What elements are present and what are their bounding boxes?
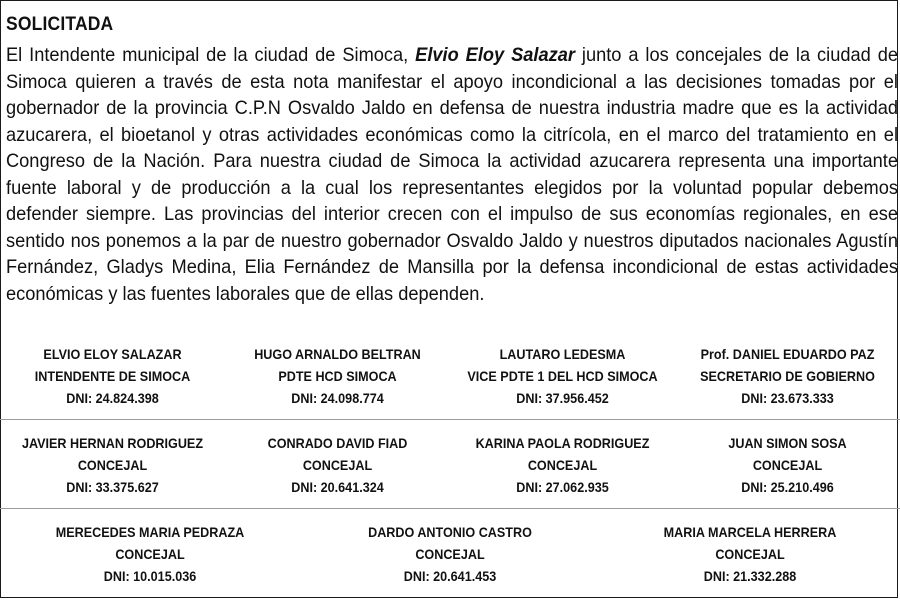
signatory-name: JUAN SIMON SOSA: [728, 435, 847, 451]
signature-block: [686, 343, 889, 409]
signature-block: [461, 432, 664, 498]
signatory-role: CONCEJAL: [302, 457, 373, 473]
signatory-role: CONCEJAL: [527, 457, 598, 473]
signatory-role: VICE PDTE 1 DEL HCD SIMOCA: [467, 368, 658, 384]
signature-block: [15, 521, 285, 587]
body-highlighted-name: Elvio Eloy Salazar: [415, 44, 575, 66]
signatory-dni: DNI: 21.332.288: [703, 568, 797, 584]
body-text-before: El Intendente municipal de la ciudad de Simoca,: [6, 44, 416, 66]
signatory-name: MARIA MARCELA HERRERA: [663, 524, 837, 540]
signatory-name: MERECEDES MARIA PEDRAZA: [55, 524, 245, 540]
signatures-row-3: [0, 521, 900, 587]
signatory-name: KARINA PAOLA RODRIGUEZ: [475, 435, 650, 451]
signatory-name: ELVIO ELOY SALAZAR: [43, 346, 182, 362]
signatory-dni: DNI: 24.098.774: [291, 390, 384, 406]
signatory-name: LAUTARO LEDESMA: [499, 346, 626, 362]
signatory-role: CONCEJAL: [715, 546, 785, 562]
signatory-dni: DNI: 37.956.452: [516, 390, 609, 406]
notice-title: SOLICITADA: [6, 14, 114, 35]
signature-block: [11, 432, 214, 498]
row-divider: [0, 419, 900, 420]
signatory-dni: DNI: 20.641.453: [403, 568, 497, 584]
notice-body: [6, 42, 898, 307]
signatory-name: Prof. DANIEL EDUARDO PAZ: [700, 346, 875, 362]
signatory-dni: DNI: 27.062.935: [516, 479, 609, 495]
signatory-dni: DNI: 10.015.036: [103, 568, 197, 584]
signatory-dni: DNI: 23.673.333: [741, 390, 834, 406]
signature-block: [236, 432, 439, 498]
signatory-name: DARDO ANTONIO CASTRO: [368, 524, 532, 540]
signature-block: [11, 343, 214, 409]
signature-block: [236, 343, 439, 409]
signatory-role: CONCEJAL: [752, 457, 823, 473]
row-divider: [0, 508, 900, 509]
signatory-role: PDTE HCD SIMOCA: [278, 368, 397, 384]
signatory-name: HUGO ARNALDO BELTRAN: [254, 346, 421, 362]
body-text-after: junto a los concejales de la ciudad de Simoca quieren a través de esta nota manifestar el apoyo incondicional a las decisiones tomadas por el gobernador de la provincia C.P.N Osvaldo Jaldo en defensa de nuestra industria madre que es la actividad azucarera, el bioetanol y otras actividades económicas como la citrícola, en el marco del tratamiento en el Congreso de la Nación. Para nuestra ciudad de Simoca la actividad azucarera representa una importante fuente laboral y de producción a la cual los representantes elegidos por la voluntad popular debemos defender siempre. Las provincias del interior crecen con el impulso de sus economías regionales, en ese sentido nos ponemos a la par de nuestro gobernador Osvaldo Jaldo y nuestros diputados nacionales Agustín Fernández, Gladys Medina, Elia Fernández de Mansilla por la defensa incondicional de estas actividades económicas y las fuentes laborales que de ellas dependen.: [6, 44, 898, 305]
signatory-name: JAVIER HERNAN RODRIGUEZ: [21, 435, 204, 451]
signatory-role: CONCEJAL: [115, 546, 185, 562]
signatory-dni: DNI: 24.824.398: [66, 390, 159, 406]
signature-block: [686, 432, 889, 498]
signatory-dni: DNI: 33.375.627: [66, 479, 159, 495]
signature-block: [615, 521, 885, 587]
signatory-name: CONRADO DAVID FIAD: [267, 435, 408, 451]
signatory-role: SECRETARIO DE GOBIERNO: [700, 368, 875, 384]
signature-block: [461, 343, 664, 409]
signatures-row-2: [0, 432, 900, 498]
signatory-role: CONCEJAL: [77, 457, 148, 473]
signatory-dni: DNI: 25.210.496: [741, 479, 834, 495]
signature-block: [315, 521, 585, 587]
signatures-row-1: [0, 343, 900, 409]
signatory-role: CONCEJAL: [415, 546, 485, 562]
signatory-dni: DNI: 20.641.324: [291, 479, 384, 495]
signatory-role: INTENDENTE DE SIMOCA: [34, 368, 191, 384]
